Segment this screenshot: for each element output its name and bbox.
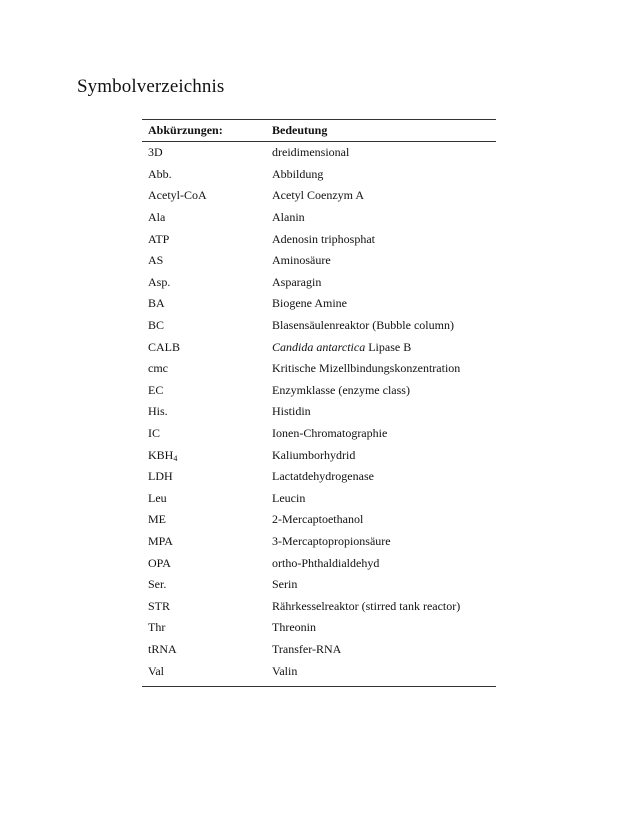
meaning-cell — [270, 599, 496, 614]
meaning-text: Adenosin triphosphat — [272, 231, 375, 246]
meaning-text: Transfer-RNA — [272, 641, 342, 656]
table-row — [142, 164, 496, 186]
meaning-cell — [270, 296, 496, 311]
abbreviation-cell — [142, 253, 270, 268]
abbreviation-text: LDH — [148, 469, 173, 484]
abbreviation-text: His. — [148, 404, 168, 419]
abbreviation-text: Acetyl-CoA — [148, 188, 207, 203]
abbreviation-text: Val — [148, 663, 164, 678]
table-row — [142, 315, 496, 337]
abbreviation-text: BC — [148, 318, 165, 333]
abbreviation-text: ME — [148, 512, 166, 527]
table-row — [142, 228, 496, 250]
abbreviation-text: Ala — [148, 210, 166, 225]
meaning-cell — [270, 361, 496, 376]
meaning-cell — [270, 253, 496, 268]
abbreviation-cell — [142, 512, 270, 527]
table-header — [142, 120, 496, 142]
abbreviation-text: OPA — [148, 555, 171, 570]
table-row — [142, 617, 496, 639]
abbreviation-cell — [142, 232, 270, 247]
abbreviation-cell — [142, 210, 270, 225]
abbreviation-cell — [142, 599, 270, 614]
meaning-text: Kritische Mizellbindungskonzentration — [272, 361, 461, 376]
table-row — [142, 531, 496, 553]
meaning-text: Lipase B — [365, 339, 412, 354]
meaning-cell — [270, 491, 496, 506]
abbreviation-text: CALB — [148, 339, 181, 354]
meaning-text: 2-Mercaptoethanol — [272, 512, 364, 527]
table-row — [142, 595, 496, 617]
abbreviation-subscript: 4 — [173, 453, 178, 463]
meaning-text: Threonin — [272, 620, 316, 635]
abbreviation-text: Thr — [148, 620, 166, 635]
meaning-text: ortho-Phthaldialdehyd — [272, 555, 380, 570]
table-row — [142, 250, 496, 272]
meaning-cell — [270, 620, 496, 635]
page-title: Symbolverzeichnis — [77, 76, 225, 97]
header-meaning: Bedeutung — [272, 123, 328, 137]
meaning-text: Blasensäulenreaktor (Bubble column) — [272, 318, 454, 333]
abbreviation-text: KBH — [148, 447, 174, 462]
abbreviation-text: Leu — [148, 490, 167, 505]
abbreviation-text: IC — [148, 426, 160, 441]
table-row — [142, 207, 496, 229]
abbreviation-text: 3D — [148, 145, 163, 160]
abbreviation-cell — [142, 275, 270, 290]
meaning-text: Biogene Amine — [272, 296, 347, 311]
table-row — [142, 509, 496, 531]
abbreviation-text: AS — [148, 253, 164, 268]
meaning-text: Enzymklasse (enzyme class) — [272, 382, 410, 397]
abbreviation-cell — [142, 404, 270, 419]
header-abbreviations: Abkürzungen: — [148, 123, 223, 137]
meaning-text: Serin — [272, 577, 298, 592]
meaning-cell — [270, 167, 496, 182]
abbreviation-table — [142, 119, 496, 687]
meaning-text: Valin — [272, 663, 298, 678]
table-row — [142, 401, 496, 423]
meaning-cell — [270, 383, 496, 398]
abbreviation-cell — [142, 664, 270, 679]
abbreviation-text: Ser. — [148, 577, 167, 592]
abbreviation-text: BA — [148, 296, 165, 311]
meaning-cell — [270, 577, 496, 592]
abbreviation-cell — [142, 491, 270, 506]
abbreviation-cell — [142, 318, 270, 333]
meaning-text: Lactatdehydrogenase — [272, 469, 374, 484]
meaning-cell — [270, 404, 496, 419]
meaning-cell — [270, 188, 496, 203]
abbreviation-cell — [142, 556, 270, 571]
table-row — [142, 466, 496, 488]
meaning-text: Leucin — [272, 490, 306, 505]
abbreviation-text: tRNA — [148, 641, 177, 656]
table-row — [142, 293, 496, 315]
meaning-text: Alanin — [272, 210, 305, 225]
table-row — [142, 660, 496, 682]
meaning-cell — [270, 469, 496, 484]
abbreviation-cell — [142, 620, 270, 635]
abbreviation-text: ATP — [148, 231, 170, 246]
abbreviation-cell — [142, 340, 270, 355]
meaning-text: Asparagin — [272, 274, 322, 289]
meaning-cell — [270, 512, 496, 527]
abbreviation-cell — [142, 296, 270, 311]
table-row — [142, 423, 496, 445]
meaning-cell — [270, 642, 496, 657]
abbreviation-text: MPA — [148, 533, 173, 548]
abbreviation-cell — [142, 577, 270, 592]
table-row — [142, 552, 496, 574]
abbreviation-cell — [142, 642, 270, 657]
meaning-text: dreidimensional — [272, 145, 350, 160]
meaning-text: Abbildung — [272, 166, 324, 181]
abbreviation-text: cmc — [148, 361, 168, 376]
abbreviation-cell — [142, 188, 270, 203]
abbreviation-cell — [142, 145, 270, 160]
table-row — [142, 488, 496, 510]
abbreviation-cell — [142, 426, 270, 441]
meaning-cell — [270, 145, 496, 160]
abbreviation-cell — [142, 469, 270, 484]
table-row — [142, 358, 496, 380]
meaning-text: Rährkesselreaktor (stirred tank reactor) — [272, 598, 461, 613]
meaning-cell — [270, 318, 496, 333]
table-row — [142, 639, 496, 661]
meaning-text: Ionen-Chromatographie — [272, 426, 388, 441]
meaning-text: 3-Mercaptopropionsäure — [272, 533, 391, 548]
abbreviation-text: Asp. — [148, 274, 171, 289]
table-row — [142, 272, 496, 294]
abbreviation-cell — [142, 383, 270, 398]
table-row — [142, 185, 496, 207]
meaning-cell — [270, 210, 496, 225]
meaning-italic-text: Candida antarctica — [272, 339, 366, 354]
abbreviation-text: STR — [148, 598, 171, 613]
meaning-cell — [270, 426, 496, 441]
abbreviation-text: Abb. — [148, 166, 172, 181]
meaning-cell — [270, 340, 496, 355]
meaning-cell — [270, 275, 496, 290]
meaning-text: Histidin — [272, 404, 311, 419]
meaning-cell — [270, 556, 496, 571]
meaning-cell — [270, 534, 496, 549]
table-row — [142, 336, 496, 358]
meaning-text: Acetyl Coenzym A — [272, 188, 364, 203]
meaning-cell — [270, 232, 496, 247]
abbreviation-cell — [142, 361, 270, 376]
table-row — [142, 380, 496, 402]
table-row — [142, 444, 496, 466]
table-row — [142, 574, 496, 596]
meaning-text: Aminosäure — [272, 253, 331, 268]
abbreviation-cell — [142, 448, 270, 463]
meaning-text: Kaliumborhydrid — [272, 447, 356, 462]
abbreviation-cell — [142, 534, 270, 549]
table-body — [142, 142, 496, 686]
meaning-cell — [270, 664, 496, 679]
meaning-cell — [270, 448, 496, 463]
table-row — [142, 142, 496, 164]
abbreviation-text: EC — [148, 382, 164, 397]
abbreviation-cell — [142, 167, 270, 182]
